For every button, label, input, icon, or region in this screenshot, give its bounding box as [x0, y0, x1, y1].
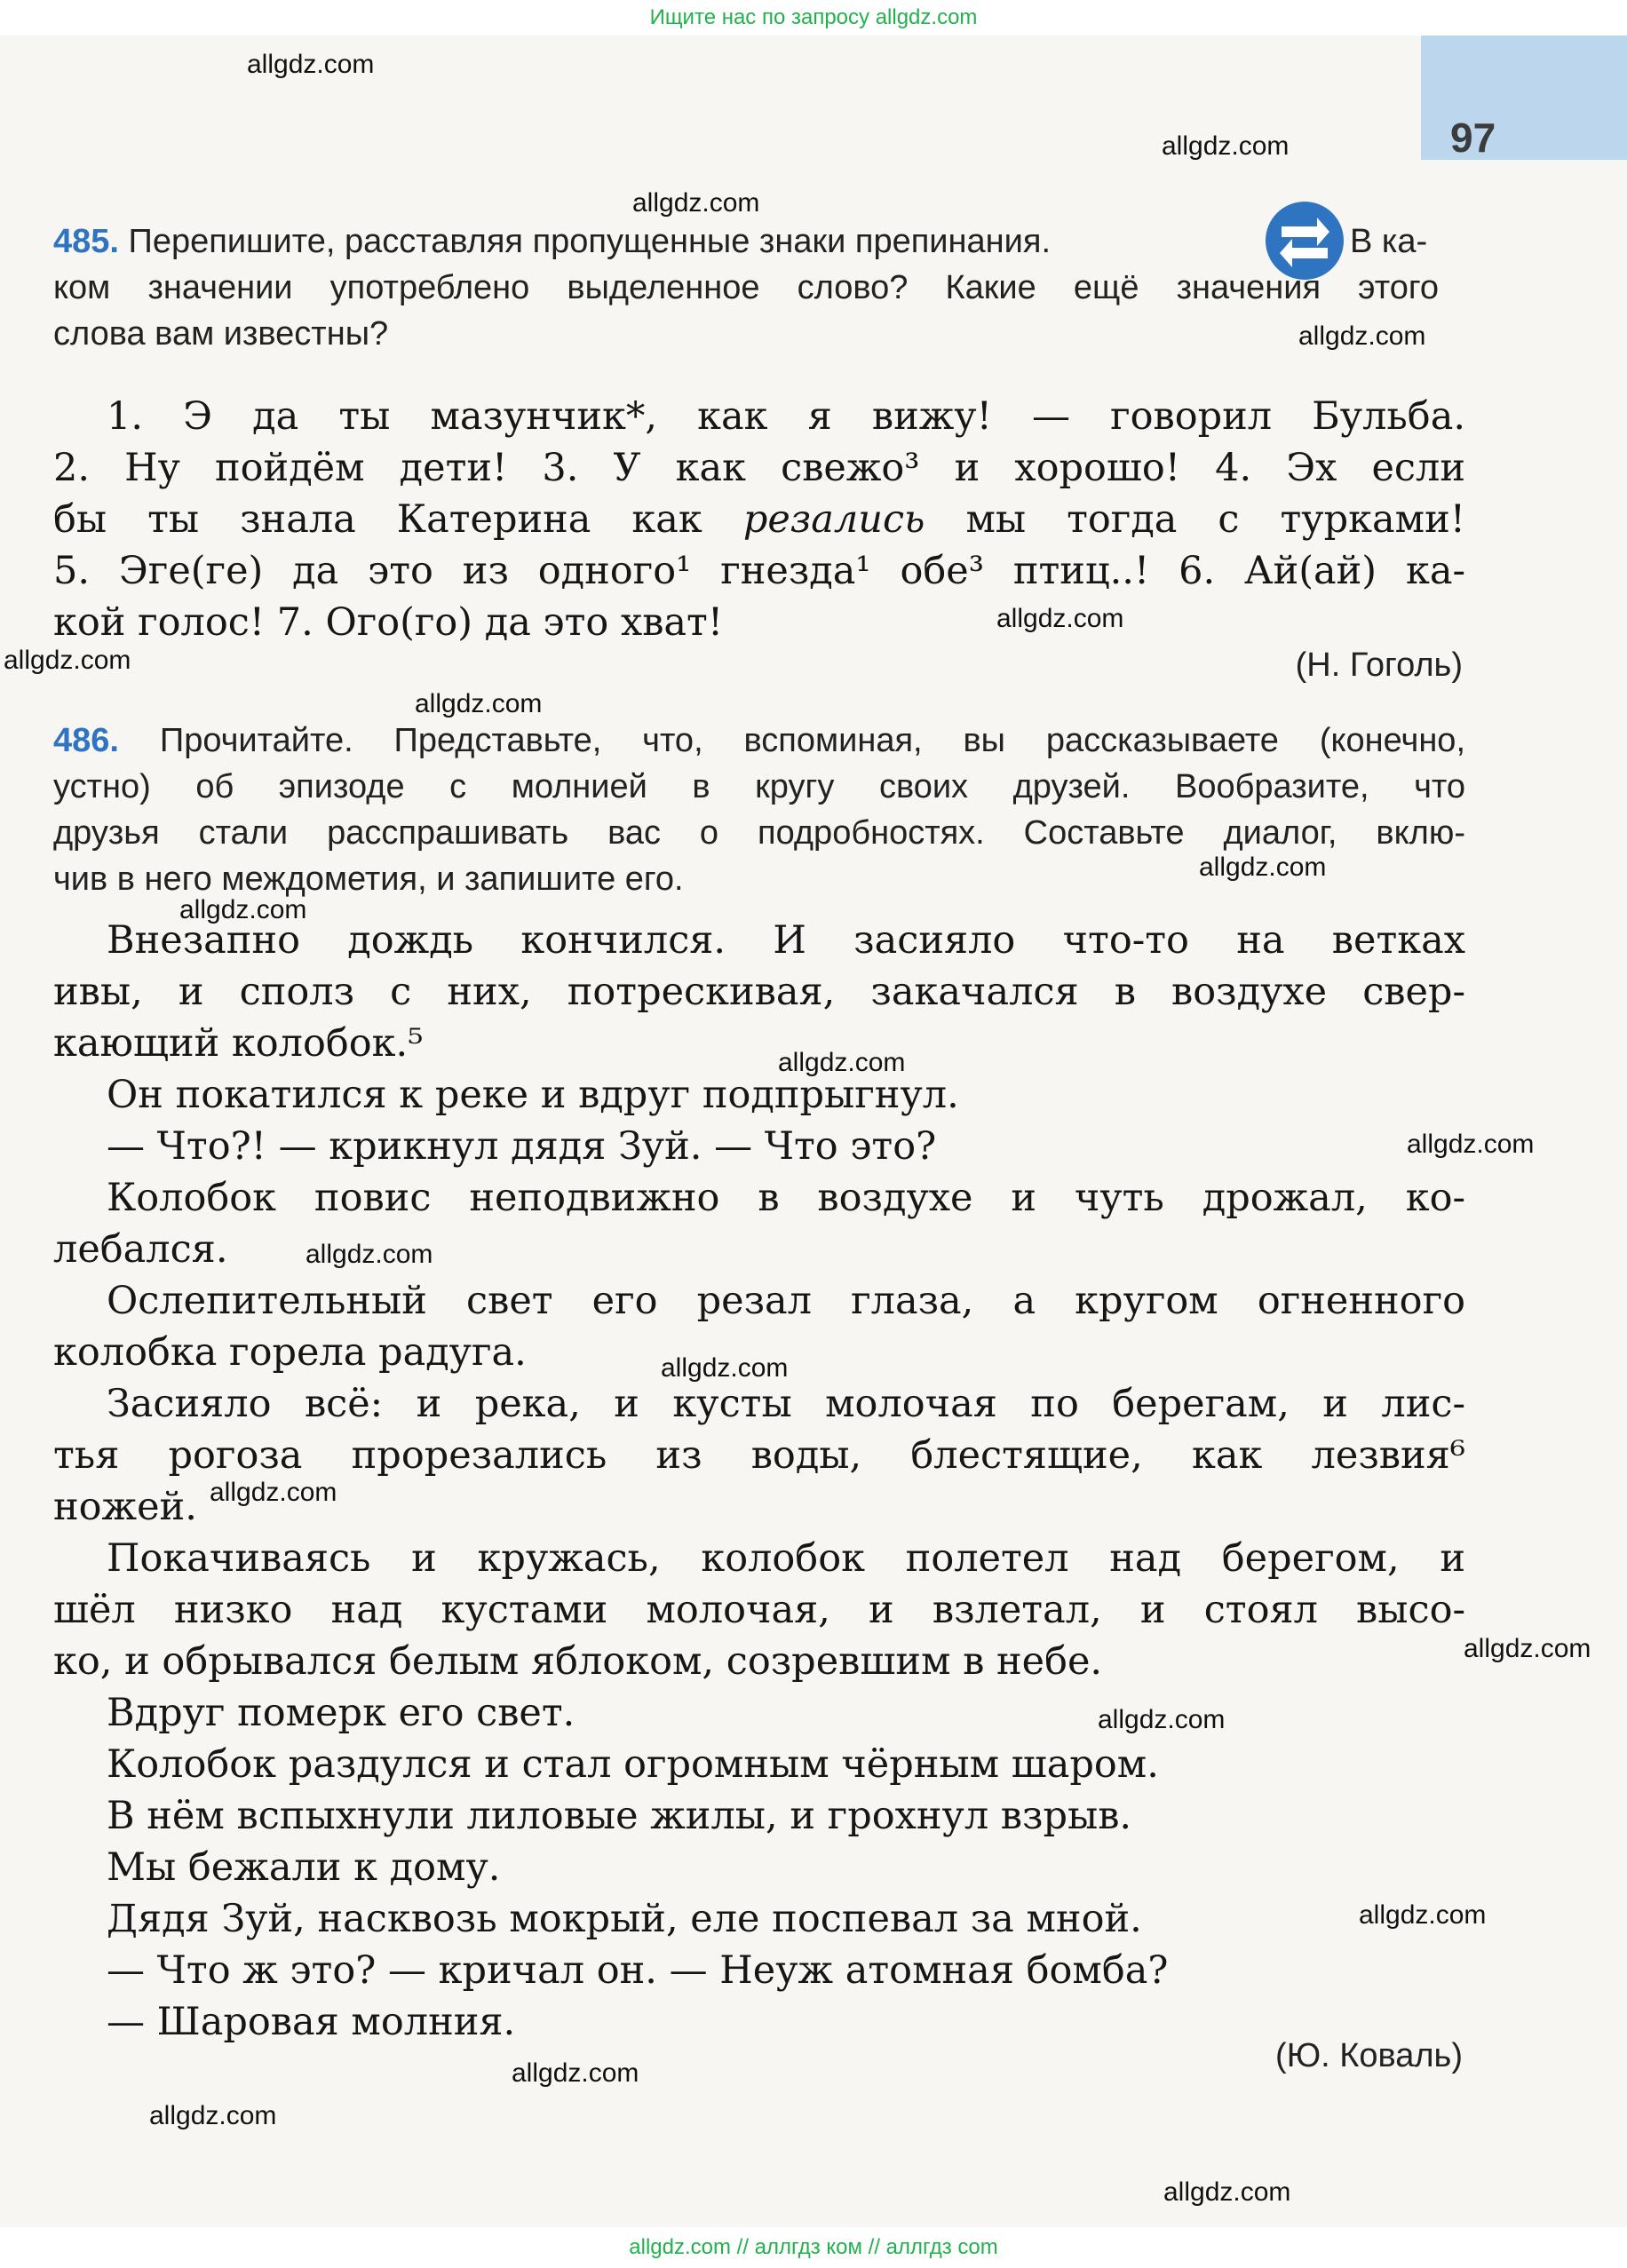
- watermark: allgdz.com: [1162, 131, 1290, 161]
- text-line: Мы бежали к дому.: [107, 1845, 501, 1890]
- text-segment: мы тогда с турками!: [965, 497, 1466, 542]
- instruction-text: Перепишите, расставляя пропущенные знаки препинания.: [128, 223, 1051, 260]
- text-line: Внезапно дождь кончился. И засияло что-то на ветках: [107, 918, 1465, 963]
- text-line: Покачиваясь и кружась, колобок полетел над берегом, и: [107, 1536, 1465, 1581]
- text-segment: бы ты знала Катерина как: [53, 497, 702, 542]
- instruction-line: слова вам известны?: [53, 315, 389, 353]
- instruction-line: друзья стали расспрашивать вас о подробностях. Составьте диалог, вклю-: [53, 814, 1465, 852]
- text-line: тья рогоза прорезались из воды, блестящие, как лезвия⁶: [53, 1433, 1465, 1478]
- bottom-banner[interactable]: allgdz.com // аллгдз ком // аллгдз com: [0, 2227, 1627, 2268]
- text-line: Ослепительный свет его резал глаза, а кругом огненного: [107, 1279, 1465, 1323]
- watermark: allgdz.com: [1199, 852, 1327, 882]
- author-koval: (Ю. Коваль): [1275, 2037, 1463, 2074]
- text-line: шёл низко над кустами молочая, и взлетал, и стоял высо-: [53, 1588, 1465, 1632]
- watermark: allgdz.com: [1098, 1705, 1226, 1734]
- text-line: Дядя Зуй, насквозь мокрый, еле поспевал за мной.: [107, 1897, 1142, 1941]
- watermark: allgdz.com: [210, 1478, 337, 1507]
- text-line: кой голос! 7. Ого(го) да это хват!: [53, 600, 724, 645]
- text-line: Он покатился к реке и вдруг подпрыгнул.: [107, 1073, 959, 1117]
- text-line: Засияло всё: и река, и кусты молочая по берегам, и лис-: [107, 1382, 1465, 1426]
- text-line: — Что ж это? — кричал он. — Неуж атомная бомба?: [107, 1948, 1169, 1993]
- text-line: — Что?! — крикнул дядя Зуй. — Что это?: [107, 1124, 937, 1169]
- exercise-485-instruction: [53, 218, 1465, 357]
- instruction-line: чив в него междометия, и запишите его.: [53, 860, 684, 898]
- watermark: allgdz.com: [149, 2101, 277, 2130]
- watermark: allgdz.com: [1407, 1130, 1535, 1159]
- watermark: allgdz.com: [778, 1048, 906, 1077]
- exercise-486-instruction: [53, 718, 1465, 902]
- instruction-line: [53, 718, 1465, 764]
- watermark: allgdz.com: [1464, 1634, 1591, 1663]
- text-line: 2. Ну пойдём дети! 3. У как свежо³ и хорошо! 4. Эх если: [53, 446, 1465, 490]
- watermark: allgdz.com: [661, 1353, 789, 1383]
- text-line: — Шаровая молния.: [107, 2000, 516, 2044]
- instruction-line: [53, 218, 1248, 265]
- text-line: ивы, и сполз с них, потрескивая, закачался в воздухе свер-: [53, 970, 1465, 1014]
- watermark: allgdz.com: [1163, 2177, 1291, 2207]
- watermark: allgdz.com: [4, 646, 131, 675]
- page-number: 97: [1450, 115, 1496, 161]
- exercise-486-text: [53, 915, 1465, 2048]
- watermark: allgdz.com: [306, 1240, 433, 1269]
- watermark: allgdz.com: [996, 604, 1124, 633]
- text-line: колобка горела радуга.: [53, 1330, 527, 1375]
- text-line: В нём вспыхнули лиловые жилы, и грохнул взрыв.: [107, 1794, 1132, 1838]
- watermark: allgdz.com: [247, 50, 375, 79]
- exercise-number: 486.: [53, 722, 119, 759]
- text-line: кающий колобок.⁵: [53, 1021, 424, 1066]
- watermark: allgdz.com: [1298, 321, 1426, 351]
- author-gogol: (Н. Гоголь): [1295, 646, 1463, 684]
- text-line: Вдруг померк его свет.: [107, 1691, 575, 1735]
- top-banner[interactable]: Ищите нас по запросу allgdz.com: [0, 0, 1627, 36]
- exercise-485-text: [53, 391, 1465, 648]
- text-line: Колобок повис неподвижно в воздухе и чуть дрожал, ко-: [107, 1176, 1465, 1220]
- instruction-line: устно) об эпизоде с молнией в кругу своих друзей. Вообразите, что: [53, 768, 1465, 805]
- watermark: allgdz.com: [512, 2058, 639, 2088]
- text-line: [53, 494, 1465, 545]
- text-line: 1. Э да ты мазунчик*, как я вижу! — говорил Бульба.: [107, 394, 1465, 439]
- text-line: Колобок раздулся и стал огромным чёрным шаром.: [107, 1742, 1159, 1787]
- watermark: allgdz.com: [179, 895, 307, 924]
- instruction-text: Прочитайте. Представьте, что, вспоминая, вы рассказываете (конечно,: [159, 722, 1465, 759]
- text-line: ко, и обрывался белым яблоком, созревшим в небе.: [53, 1639, 1103, 1684]
- instruction-line-end: В ка-: [1350, 223, 1428, 260]
- instruction-line: ком значении употреблено выделенное слово? Какие ещё значения этого: [53, 269, 1439, 306]
- watermark: allgdz.com: [415, 689, 543, 718]
- text-line: ножей.: [53, 1485, 197, 1529]
- text-line: 5. Эге(ге) да это из одного¹ гнезда¹ обе³ птиц..! 6. Ай(ай) ка-: [53, 549, 1465, 593]
- exercise-number: 485.: [53, 223, 119, 260]
- watermark: allgdz.com: [1359, 1900, 1487, 1930]
- text-line: лебался.: [53, 1227, 228, 1272]
- highlighted-word: резались: [742, 497, 925, 542]
- watermark: allgdz.com: [632, 188, 760, 218]
